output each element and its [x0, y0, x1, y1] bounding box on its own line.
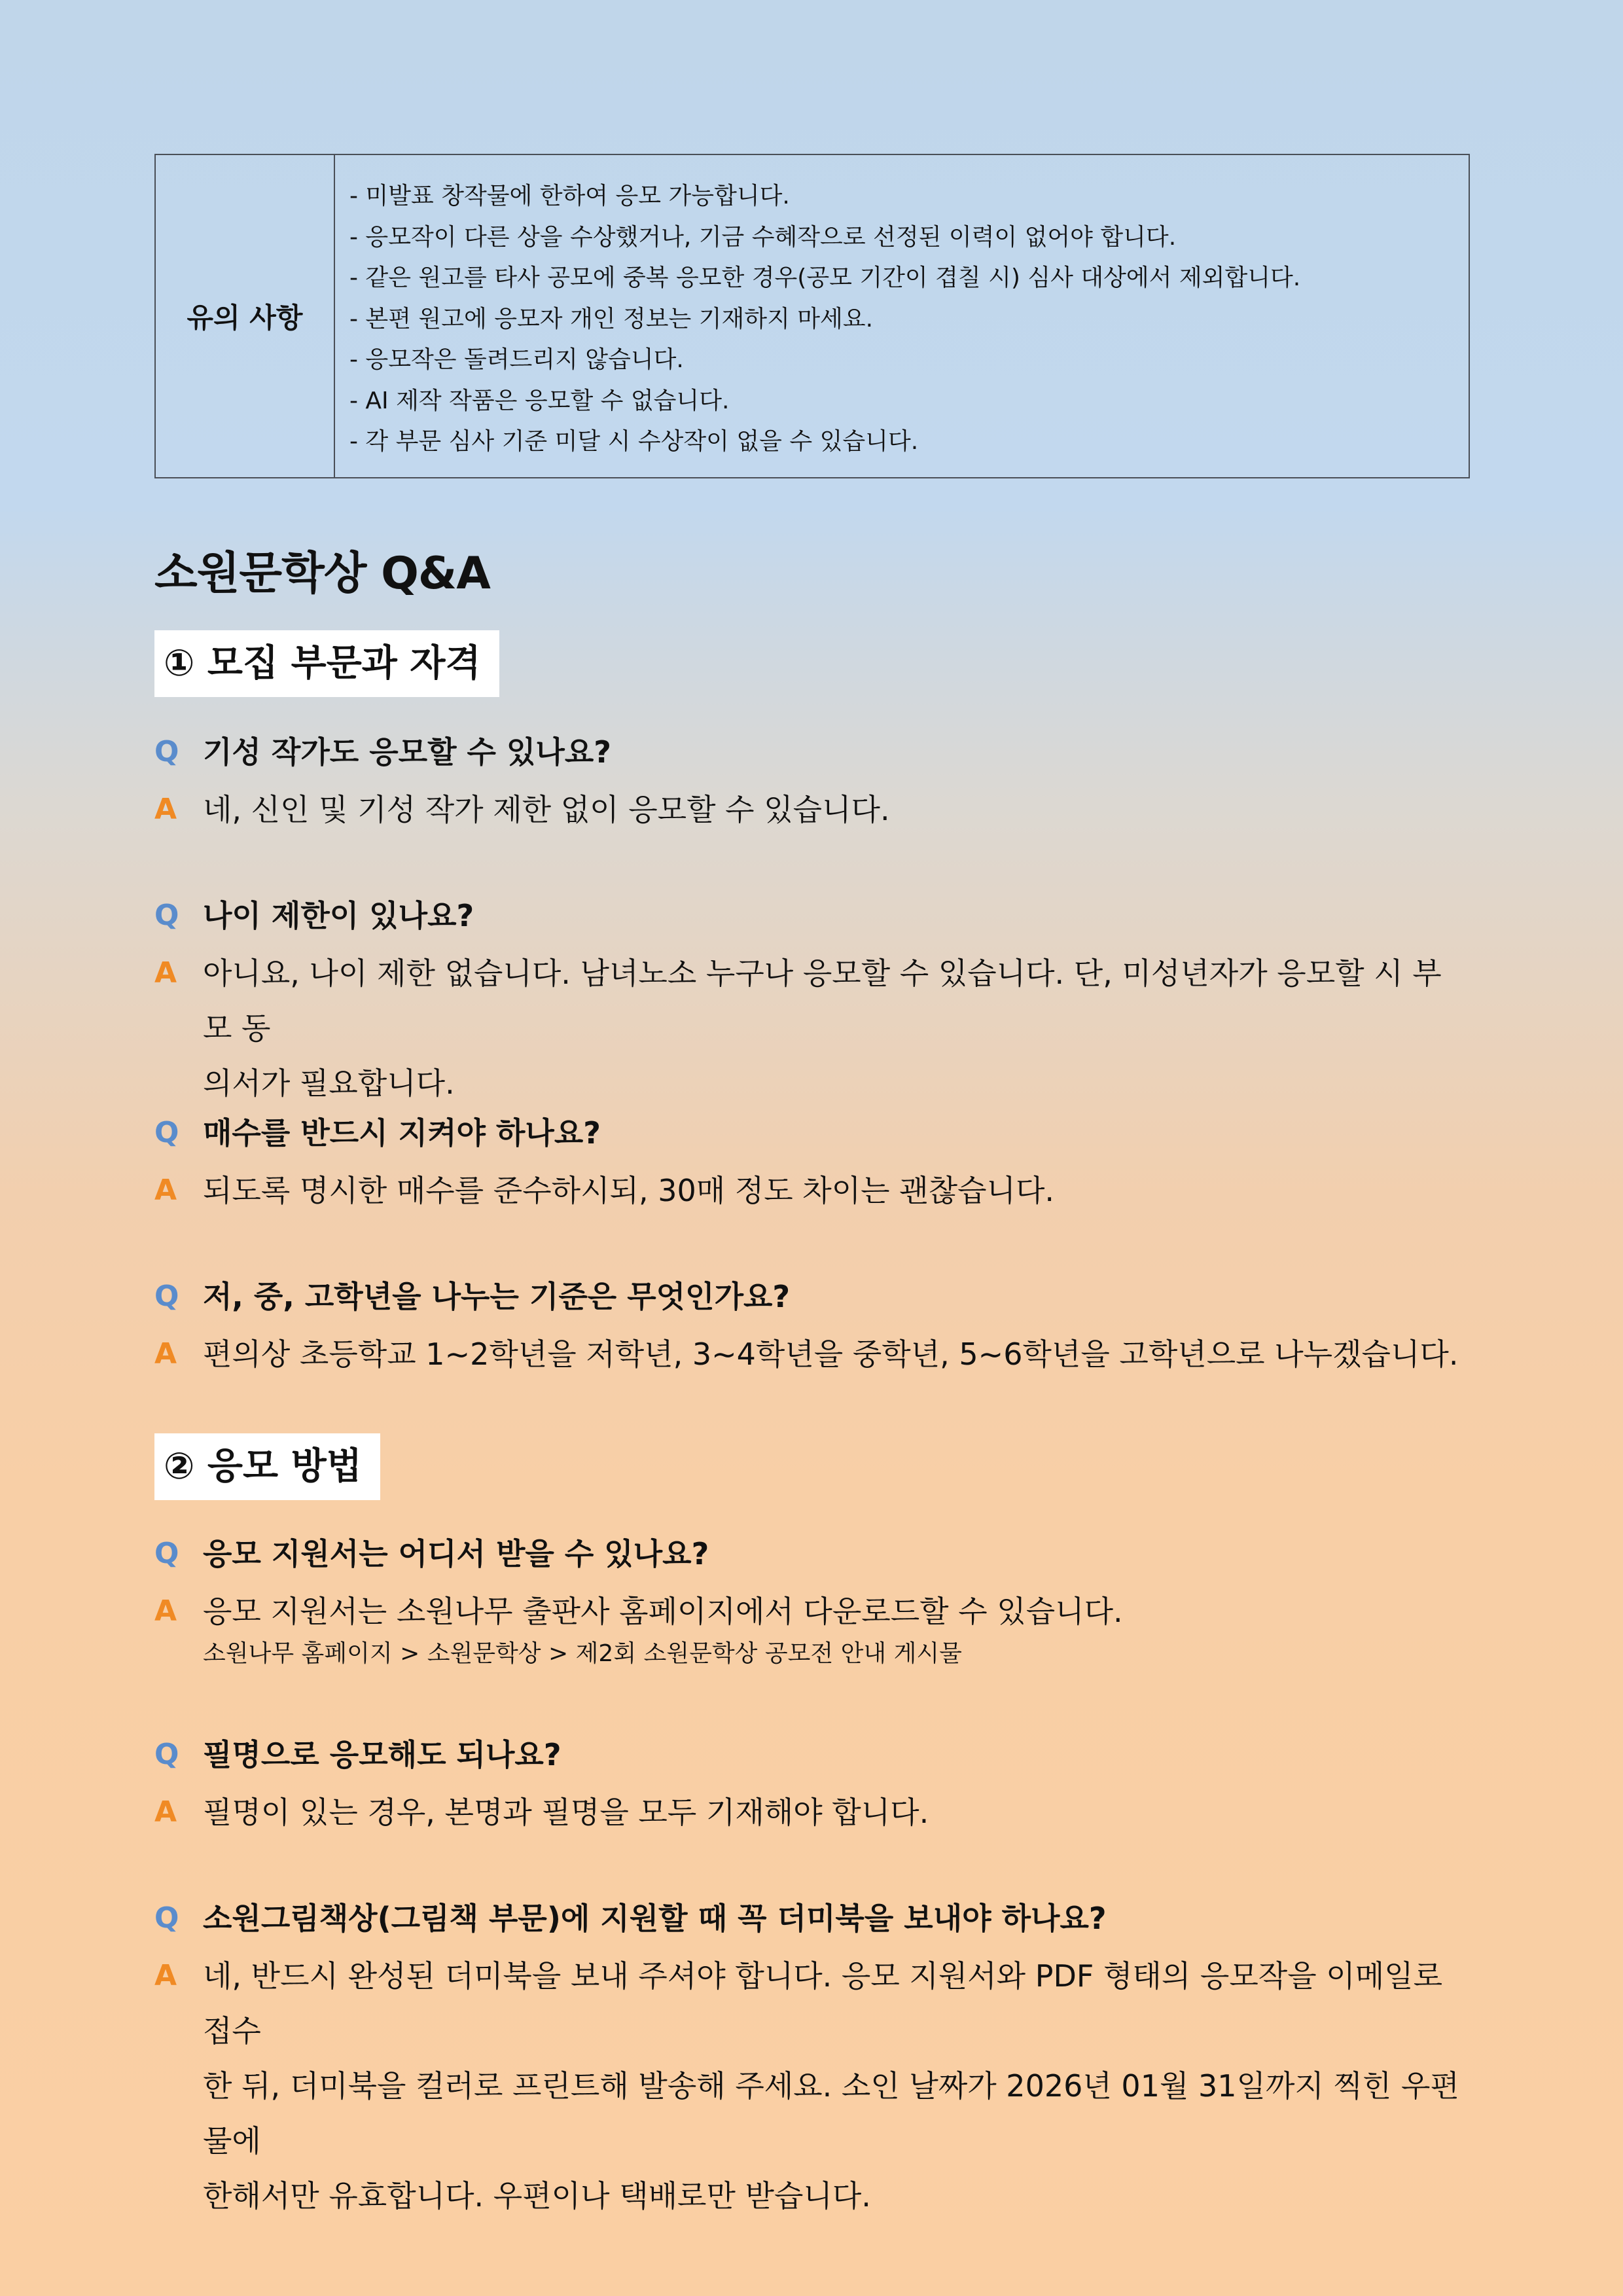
qa-item: [154, 1273, 1470, 1382]
question: 매수를 반드시 지켜야 하나요?: [203, 1115, 601, 1151]
notice-item: - 미발표 창작물에 한하여 응모 가능합니다.: [349, 183, 790, 209]
q-mark: Q: [154, 1738, 179, 1771]
question: 저, 중, 고학년을 나누는 기준은 무엇인가요?: [203, 1279, 791, 1314]
notice-item: - 응모작이 다른 상을 수상했거나, 기금 수혜작으로 선정된 이력이 없어야 합니다.: [349, 223, 1177, 251]
q-mark: Q: [154, 1537, 179, 1570]
notice-list: [335, 155, 1469, 477]
answer: [203, 946, 1470, 1111]
a-mark: A: [154, 1594, 177, 1628]
qa-item: [154, 728, 1470, 837]
a-mark: A: [154, 1959, 177, 1992]
question: 응모 지원서는 어디서 받을 수 있나요?: [203, 1536, 709, 1571]
answer: 편의상 초등학교 1~2학년을 저학년, 3~4학년을 중학년, 5~6학년을 고학년으로 나누겠습니다.: [203, 1336, 1459, 1372]
qa-item: [154, 1109, 1470, 1218]
question: 필명으로 응모해도 되나요?: [203, 1737, 562, 1772]
qa-item: [154, 1530, 1470, 1669]
question: 나이 제한이 있나요?: [203, 898, 474, 933]
q-mark: Q: [154, 735, 179, 768]
answer-line: 한해서만 유효합니다. 우편이나 택배로만 받습니다.: [203, 2178, 871, 2214]
q-mark: Q: [154, 1280, 179, 1313]
answer: 되도록 명시한 매수를 준수하시되, 30매 정도 차이는 괜찮습니다.: [203, 1173, 1055, 1208]
qa-item: [154, 1895, 1470, 2223]
a-mark: A: [154, 956, 177, 990]
qa-item: [154, 1731, 1470, 1840]
answer: 필명이 있는 경우, 본명과 필명을 모두 기재해야 합니다.: [203, 1795, 929, 1830]
answer-line: 의서가 필요합니다.: [203, 1066, 455, 1101]
page-title: 소원문학상 Q&A: [154, 548, 490, 600]
question: 기성 작가도 응모할 수 있나요?: [203, 734, 611, 770]
a-mark: A: [154, 793, 177, 826]
answer-line: 아니요, 나이 제한 없습니다. 남녀노소 누구나 응모할 수 있습니다. 단, 미성년자가 응모할 시 부모 동: [203, 956, 1442, 1046]
answer: 응모 지원서는 소원나무 출판사 홈페이지에서 다운로드할 수 있습니다.: [203, 1594, 1123, 1629]
notice-item: - 응모작은 돌려드리지 않습니다.: [349, 346, 684, 373]
answer-note: 소원나무 홈페이지 > 소원문학상 > 제2회 소원문학상 공모전 안내 게시물: [203, 1640, 962, 1667]
question: 소원그림책상(그림책 부문)에 지원할 때 꼭 더미북을 보내야 하나요?: [203, 1901, 1107, 1936]
answer-line: 네, 반드시 완성된 더미북을 보내 주셔야 합니다. 응모 지원서와 PDF 형태의 응모작을 이메일로 접수: [203, 1958, 1443, 2049]
answer: [203, 1948, 1470, 2223]
notice-item: - 본편 원고에 응모자 개인 정보는 기재하지 마세요.: [349, 305, 874, 332]
notice-item: - AI 제작 작품은 응모할 수 없습니다.: [349, 387, 730, 414]
a-mark: A: [154, 1337, 177, 1371]
notice-table: [154, 154, 1470, 478]
section-heading-eligibility: ① 모집 부문과 자격: [154, 630, 499, 697]
a-mark: A: [154, 1174, 177, 1207]
qa-item: [154, 892, 1470, 1111]
q-mark: Q: [154, 899, 179, 932]
q-mark: Q: [154, 1901, 179, 1935]
notice-item: - 각 부문 심사 기준 미달 시 수상작이 없을 수 있습니다.: [349, 428, 919, 455]
a-mark: A: [154, 1795, 177, 1829]
q-mark: Q: [154, 1116, 179, 1149]
section-heading-application: ② 응모 방법: [154, 1433, 380, 1500]
notice-label: 유의 사항: [156, 155, 335, 477]
answer-line: 한 뒤, 더미북을 컬러로 프린트해 발송해 주세요. 소인 날짜가 2026년 01월 31일까지 찍힌 우편물에: [203, 2068, 1459, 2159]
page: [154, 154, 1470, 2214]
answer: 네, 신인 및 기성 작가 제한 없이 응모할 수 있습니다.: [203, 792, 890, 827]
notice-item: - 같은 원고를 타사 공모에 중복 응모한 경우(공모 기간이 겹칠 시) 심사 대상에서 제외합니다.: [349, 264, 1301, 291]
